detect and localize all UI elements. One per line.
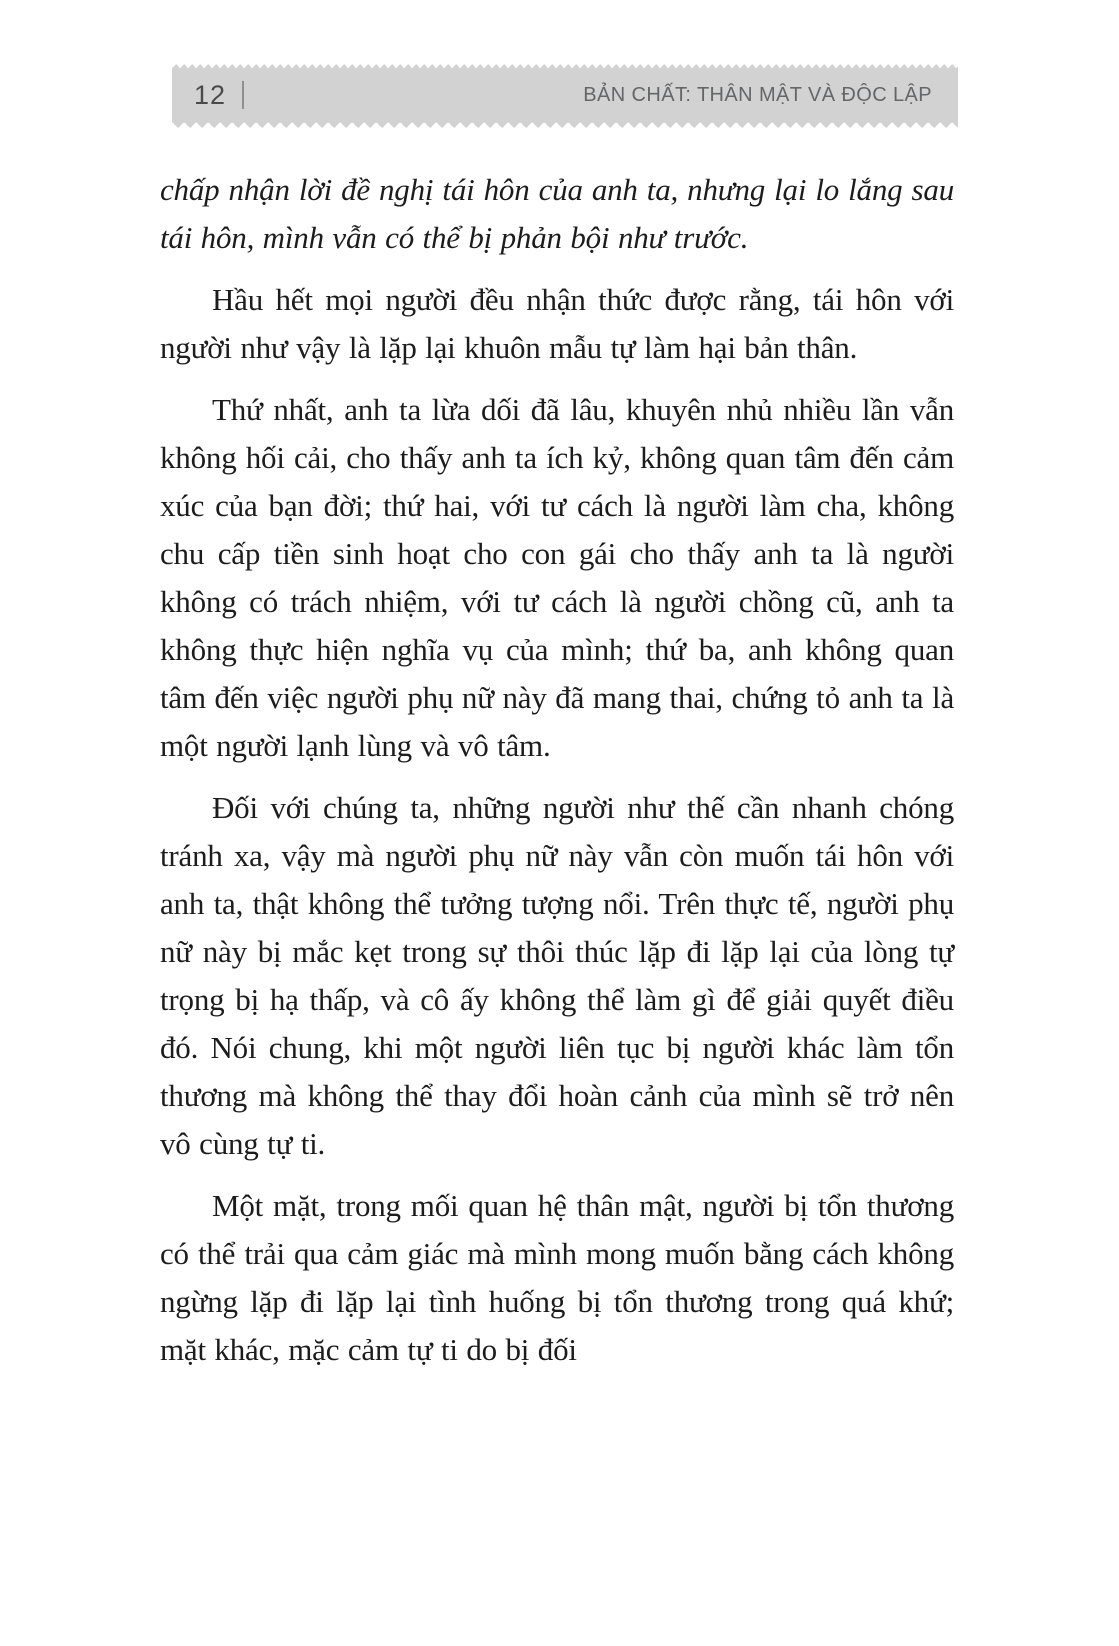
page-number: 12 [194, 79, 227, 110]
paragraph: Một mặt, trong mối quan hệ thân mật, người bị tổn thương có thể trải qua cảm giác mà mình mong muốn bằng cách không ngừng lặp đi lặp lại tình huống bị tổn thương trong quá khứ; mặt khác, mặc cảm tự ti do bị đối [160, 1188, 954, 1367]
running-header [172, 68, 958, 122]
running-title: BẢN CHẤT: THÂN MẬT VÀ ĐỘC LẬP [583, 83, 932, 106]
header-divider [242, 81, 244, 109]
paragraph: chấp nhận lời đề nghị tái hôn của anh ta, nhưng lại lo lắng sau tái hôn, mình vẫn có thể bị phản bội như trước. [160, 172, 954, 255]
paragraph: Hầu hết mọi người đều nhận thức được rằng, tái hôn với người như vậy là lặp lại khuôn mẫu tự làm hại bản thân. [160, 282, 954, 365]
paragraph: Đối với chúng ta, những người như thế cần nhanh chóng tránh xa, vậy mà người phụ nữ này vẫn còn muốn tái hôn với anh ta, thật không thể tưởng tượng nổi. Trên thực tế, người phụ nữ này bị mắc kẹt trong sự thôi thúc lặp đi lặp lại của lòng tự trọng bị hạ thấp, và cô ấy không thể làm gì để giải quyết điều đó. Nói chung, khi một người liên tục bị người khác làm tổn thương mà không thể thay đổi hoàn cảnh của mình sẽ trở nên vô cùng tự ti. [160, 790, 954, 1161]
page-body [160, 166, 954, 1388]
header-left-group [194, 80, 244, 111]
paragraph: Thứ nhất, anh ta lừa dối đã lâu, khuyên nhủ nhiều lần vẫn không hối cải, cho thấy anh ta ích kỷ, không quan tâm đến cảm xúc của bạn đời; thứ hai, với tư cách là người làm cha, không chu cấp tiền sinh hoạt cho con gái cho thấy anh ta là người không có trách nhiệm, với tư cách là người chồng cũ, anh ta không thực hiện nghĩa vụ của mình; thứ ba, anh không quan tâm đến việc người phụ nữ này đã mang thai, chứng tỏ anh ta là một người lạnh lùng và vô tâm. [160, 392, 954, 763]
